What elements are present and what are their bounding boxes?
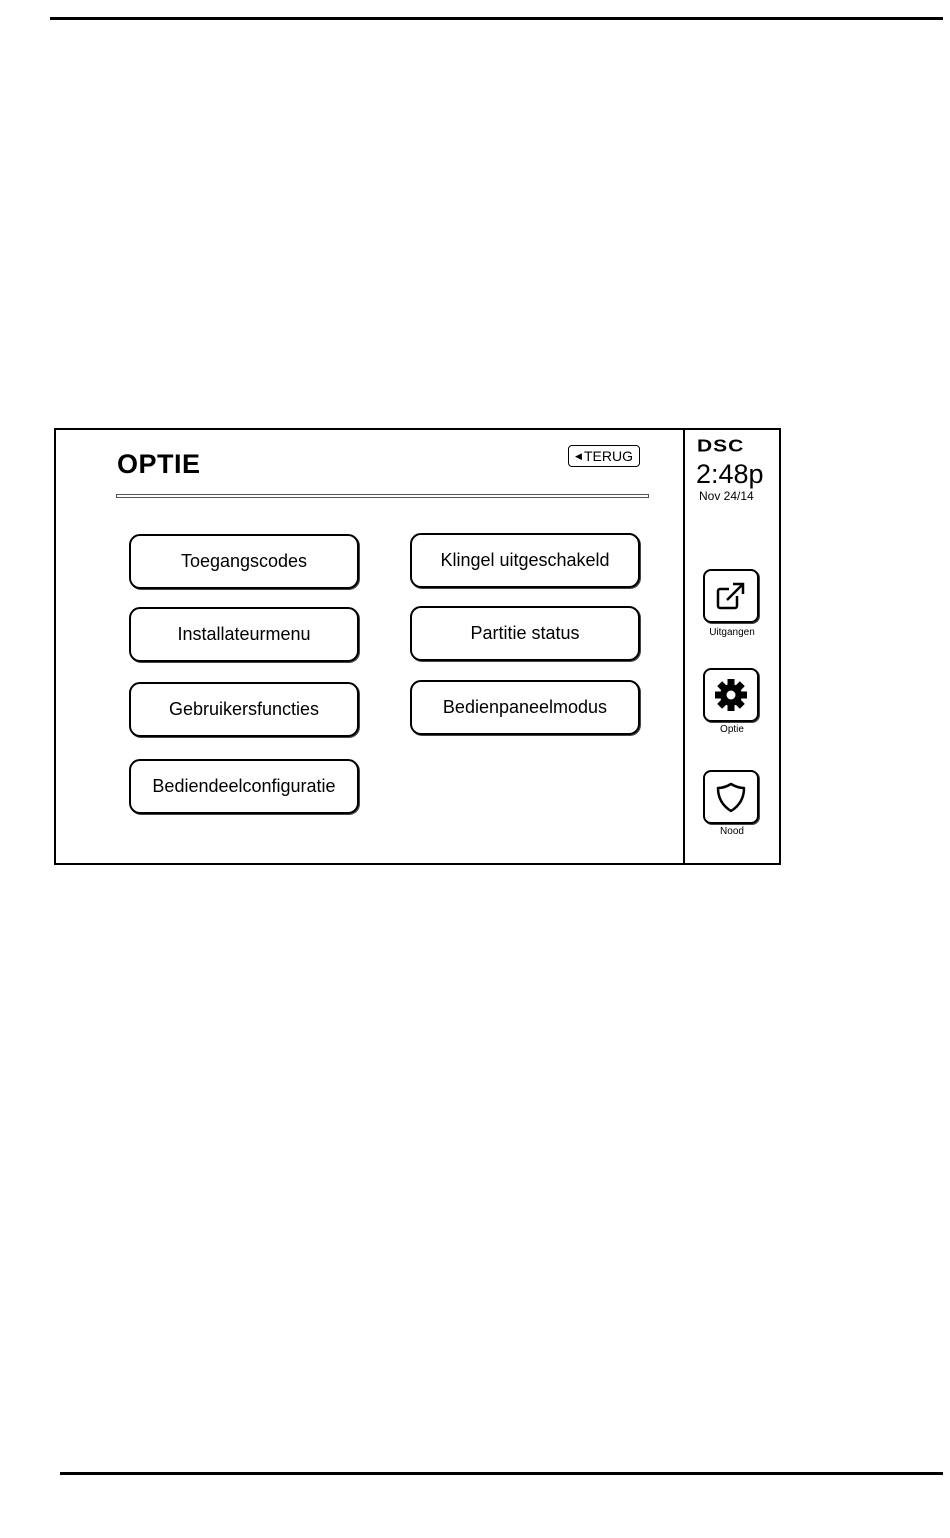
outputs-icon	[713, 578, 749, 614]
page-top-rule	[50, 17, 943, 20]
back-arrow-icon: ◀	[575, 450, 582, 461]
page-title: OPTIE	[117, 449, 201, 479]
chime-disabled-button[interactable]: Klingel uitgeschakeld	[410, 533, 640, 588]
brand-logo: DSC	[697, 436, 745, 456]
outputs-label: Uitgangen	[709, 627, 755, 638]
keypad-configuration-button[interactable]: Bediendeelconfiguratie	[129, 759, 359, 814]
title-divider	[116, 494, 649, 498]
outputs-button[interactable]	[703, 569, 759, 623]
options-panel	[56, 430, 685, 863]
page-bottom-rule	[60, 1472, 943, 1475]
access-codes-button[interactable]: Toegangscodes	[129, 534, 359, 589]
keypad-screen	[54, 428, 781, 865]
user-functions-button[interactable]: Gebruikersfuncties	[129, 682, 359, 737]
options-button[interactable]	[703, 668, 759, 722]
date: Nov 24/14	[699, 489, 754, 503]
installer-menu-button[interactable]: Installateurmenu	[129, 607, 359, 662]
emergency-button[interactable]	[703, 770, 759, 824]
emergency-label: Nood	[720, 826, 744, 837]
clock: 2:48p	[696, 459, 764, 489]
back-button[interactable]	[568, 445, 640, 467]
back-button-label: TERUG	[583, 448, 633, 464]
shield-icon	[714, 780, 748, 814]
keypad-mode-button[interactable]: Bedienpaneelmodus	[410, 680, 640, 735]
partition-status-button[interactable]: Partitie status	[410, 606, 640, 661]
gear-icon	[712, 676, 750, 714]
options-label: Optie	[720, 724, 744, 735]
status-sidebar	[685, 430, 779, 863]
